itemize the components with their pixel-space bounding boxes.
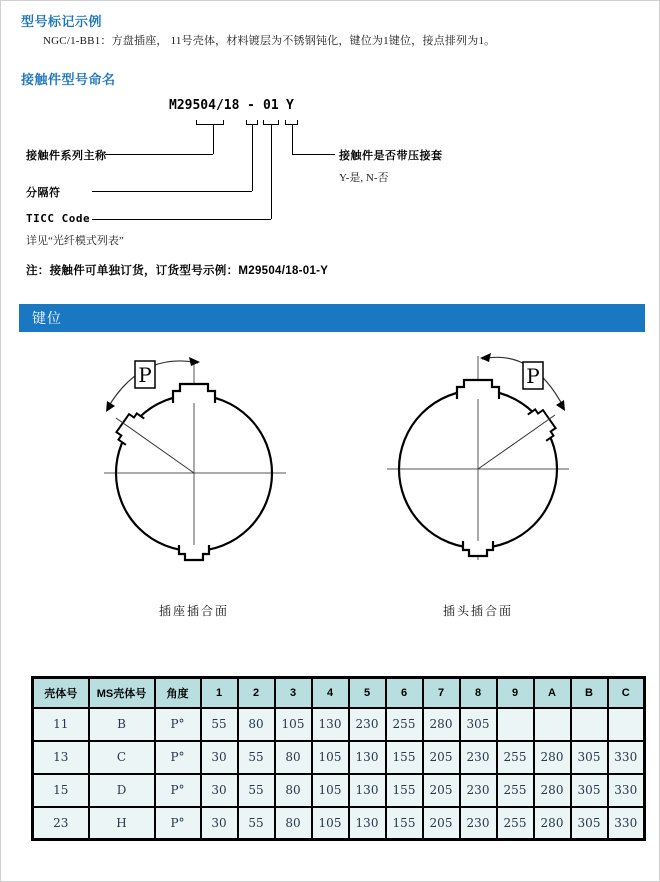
keying-angle-table — [31, 676, 646, 841]
col-header: A — [534, 678, 571, 708]
table-cell: 255 — [386, 708, 423, 741]
table-row — [33, 807, 645, 840]
label-contact-series: 接触件系列主称 — [26, 150, 107, 162]
table-cell: 230 — [460, 774, 497, 807]
table-cell: 205 — [423, 807, 460, 840]
table-cell: 330 — [608, 741, 645, 774]
table-cell: 130 — [349, 774, 386, 807]
model-code-suffix: Y — [286, 98, 294, 113]
col-header: C — [608, 678, 645, 708]
plug-p-label: P — [526, 364, 540, 388]
table-cell: 230 — [349, 708, 386, 741]
table-cell: 305 — [571, 741, 608, 774]
col-header: B — [571, 678, 608, 708]
table-cell: 280 — [534, 741, 571, 774]
plug-mating-face-figure — [371, 346, 591, 576]
callout-line-series-h — [105, 154, 213, 155]
model-code-separator: - — [247, 98, 255, 113]
table-cell: 55 — [238, 774, 275, 807]
table-cell: 13 — [33, 741, 89, 774]
callout-line-ticc-v — [271, 125, 272, 219]
socket-angle-radius-line — [116, 418, 194, 473]
col-header: 8 — [460, 678, 497, 708]
callout-line-suffix-v — [292, 125, 293, 154]
table-cell: 80 — [275, 741, 312, 774]
table-cell — [497, 708, 534, 741]
table-cell: H — [89, 807, 155, 840]
callout-line-separator-v — [252, 125, 253, 191]
table-cell: 330 — [608, 807, 645, 840]
col-header: 9 — [497, 678, 534, 708]
figure-caption-plug: 插头插合面 — [442, 604, 513, 618]
table-header-row — [33, 678, 645, 708]
table-cell: D — [89, 774, 155, 807]
table-cell: 105 — [312, 774, 349, 807]
callout-line-ticc-h — [92, 219, 271, 220]
col-header: 3 — [275, 678, 312, 708]
callout-line-series-v — [213, 125, 214, 154]
callout-line-separator-h — [92, 191, 252, 192]
table-cell: 330 — [608, 774, 645, 807]
table-cell: 30 — [201, 807, 238, 840]
col-header: 1 — [201, 678, 238, 708]
table-cell: 80 — [275, 774, 312, 807]
table-cell: 11 — [33, 708, 89, 741]
table-cell: 55 — [201, 708, 238, 741]
table-cell: C — [89, 741, 155, 774]
table-cell: 105 — [312, 807, 349, 840]
table-cell: 305 — [571, 774, 608, 807]
table-cell: 80 — [275, 807, 312, 840]
table-cell: 105 — [275, 708, 312, 741]
table-body — [33, 708, 645, 840]
table-cell: 230 — [460, 807, 497, 840]
col-header: 7 — [423, 678, 460, 708]
callout-bracket-series — [196, 120, 224, 125]
table-cell: 80 — [238, 708, 275, 741]
table-cell: P° — [155, 807, 201, 840]
table-cell: 155 — [386, 807, 423, 840]
table-cell: 205 — [423, 774, 460, 807]
table-row — [33, 774, 645, 807]
order-note: 注：接触件可单独订货，订货型号示例：M29504/18-01-Y — [26, 265, 329, 277]
table-cell: 23 — [33, 807, 89, 840]
figure-caption-socket: 插座插合面 — [158, 604, 229, 618]
table-cell: 15 — [33, 774, 89, 807]
label-ticc-code: TICC Code — [26, 212, 91, 225]
table-cell: B — [89, 708, 155, 741]
table-cell: 255 — [497, 807, 534, 840]
table-cell: 280 — [423, 708, 460, 741]
col-header: 4 — [312, 678, 349, 708]
socket-mating-face-figure — [86, 349, 306, 579]
note-fiber-mode-list: 详见“光纤模式列表” — [26, 235, 124, 247]
table-cell: 130 — [349, 807, 386, 840]
table-row — [33, 678, 645, 708]
socket-bottom-keyway-mask — [179, 545, 209, 560]
keying-table-container — [31, 676, 646, 841]
table-cell: 305 — [460, 708, 497, 741]
model-code-base: M29504/18 — [169, 98, 240, 113]
col-header: 角度 — [155, 678, 201, 708]
col-header: MS壳体号 — [89, 678, 155, 708]
table-cell: P° — [155, 741, 201, 774]
heading-contact-naming: 接触件型号命名 — [21, 72, 116, 87]
text-sleeve-options: Y-是, N-否 — [339, 172, 389, 184]
table-cell: 205 — [423, 741, 460, 774]
paragraph-marking-description: NGC/1-BB1：方盘插座， 11号壳体，材料镀层为不锈钢钝化，键位为1键位，接点排列为1。 — [43, 35, 496, 47]
table-cell: P° — [155, 708, 201, 741]
socket-p-label: P — [138, 363, 152, 387]
table-cell: 55 — [238, 741, 275, 774]
plug-angle-radius-line — [478, 415, 555, 469]
table-cell — [571, 708, 608, 741]
table-cell: 130 — [349, 741, 386, 774]
table-cell: 255 — [497, 774, 534, 807]
table-cell: 105 — [312, 741, 349, 774]
table-cell: 30 — [201, 774, 238, 807]
label-separator: 分隔符 — [26, 187, 61, 199]
col-header: 5 — [349, 678, 386, 708]
table-cell: 55 — [238, 807, 275, 840]
callout-line-suffix-h — [292, 154, 335, 155]
table-cell — [608, 708, 645, 741]
plug-arc-arrow-left-icon — [480, 353, 491, 362]
table-cell: 280 — [534, 807, 571, 840]
plug-bottom-keyway-mask — [463, 541, 493, 556]
keying-banner: 键位 — [19, 304, 645, 332]
model-code-ticc: 01 — [263, 98, 279, 113]
table-cell: 30 — [201, 741, 238, 774]
table-cell: 305 — [571, 807, 608, 840]
col-header: 6 — [386, 678, 423, 708]
col-header: 2 — [238, 678, 275, 708]
label-crimp-sleeve: 接触件是否带压接套 — [339, 150, 443, 162]
table-cell: 155 — [386, 741, 423, 774]
table-cell — [534, 708, 571, 741]
table-row — [33, 708, 645, 741]
table-cell: 130 — [312, 708, 349, 741]
table-cell: 155 — [386, 774, 423, 807]
table-cell: 280 — [534, 774, 571, 807]
heading-marking-example: 型号标记示例 — [21, 14, 103, 29]
table-cell: 255 — [497, 741, 534, 774]
table-cell: P° — [155, 774, 201, 807]
col-header: 壳体号 — [33, 678, 89, 708]
table-row — [33, 741, 645, 774]
table-cell: 230 — [460, 741, 497, 774]
